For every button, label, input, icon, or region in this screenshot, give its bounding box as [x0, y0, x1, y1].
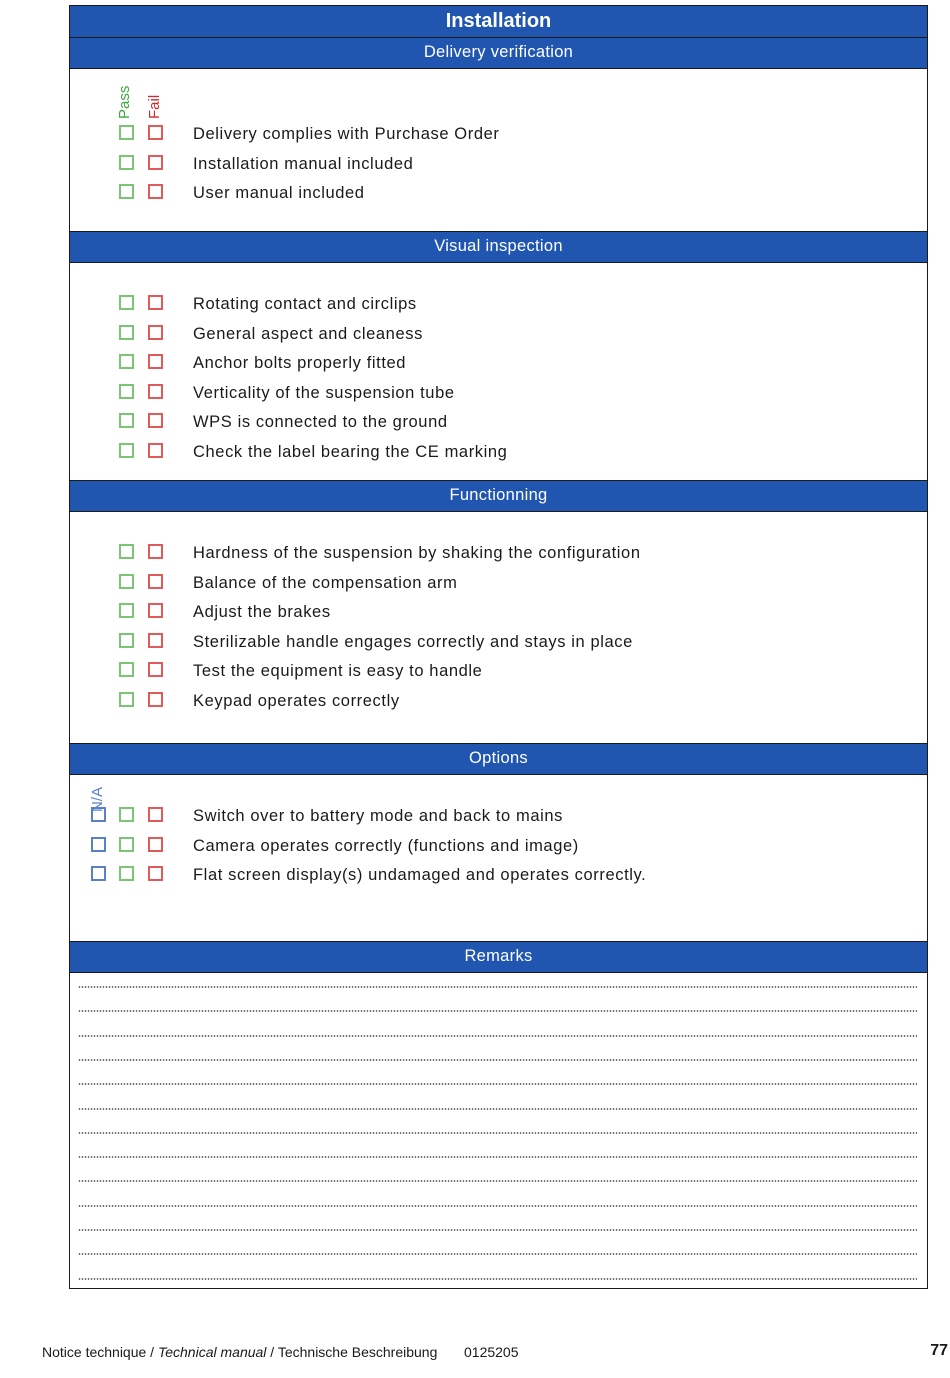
pass-checkbox[interactable] [119, 633, 134, 648]
checklist-item [70, 441, 920, 465]
fail-checkbox[interactable] [148, 155, 163, 170]
checklist-item [70, 352, 920, 376]
checklist-item-label: Balance of the compensation arm [193, 573, 458, 592]
remark-line[interactable] [78, 986, 917, 988]
section-header-delivery: Delivery verification [70, 37, 927, 69]
checklist-item [70, 411, 920, 435]
pass-checkbox[interactable] [119, 603, 134, 618]
fail-column-header: Fail [146, 94, 163, 119]
pass-checkbox[interactable] [119, 443, 134, 458]
pass-checkbox[interactable] [119, 807, 134, 822]
pass-checkbox[interactable] [119, 155, 134, 170]
installation-checklist [69, 5, 928, 1289]
checklist-item [70, 572, 920, 596]
remark-line[interactable] [78, 1278, 917, 1280]
checklist-item [70, 601, 920, 625]
section-header-options: Options [70, 743, 927, 775]
fail-checkbox[interactable] [148, 574, 163, 589]
checklist-item [70, 382, 920, 406]
fail-checkbox[interactable] [148, 662, 163, 677]
checklist-item-label: Test the equipment is easy to handle [193, 662, 483, 680]
remark-line[interactable] [78, 1108, 917, 1110]
remark-line[interactable] [78, 1205, 917, 1207]
pass-checkbox[interactable] [119, 662, 134, 677]
pass-checkbox[interactable] [119, 354, 134, 369]
pass-column-header: Pass [116, 85, 133, 119]
document-number: 0125205 [464, 1344, 519, 1360]
checklist-item-label: Switch over to battery mode and back to mains [193, 807, 564, 825]
checklist-item-label: Installation manual included [193, 154, 414, 173]
checklist-item-label: Check the label bearing the CE marking [193, 442, 508, 461]
section-header-functioning: Functionning [70, 480, 927, 512]
page-number: 77 [930, 1342, 948, 1359]
footer-fr: Notice technique / [42, 1344, 158, 1360]
checklist-item [70, 153, 920, 177]
checklist-item [70, 182, 920, 206]
footer-manual-title [42, 1344, 437, 1360]
checklist-item-label: Anchor bolts properly fitted [193, 354, 407, 372]
checklist-item [70, 123, 920, 147]
checklist-item [70, 293, 920, 317]
fail-checkbox[interactable] [148, 443, 163, 458]
checklist-item [70, 690, 920, 714]
checklist-item [70, 542, 920, 566]
remark-line[interactable] [78, 1035, 917, 1037]
remark-line[interactable] [78, 1229, 917, 1231]
remark-line[interactable] [78, 1156, 917, 1158]
checklist-item-label: General aspect and cleaness [193, 324, 423, 343]
pass-checkbox[interactable] [119, 384, 134, 399]
checklist-item-label: Delivery complies with Purchase Order [193, 125, 500, 143]
fail-checkbox[interactable] [148, 633, 163, 648]
pass-checkbox[interactable] [119, 184, 134, 199]
checklist-item-label: Sterilizable handle engages correctly and stays in place [193, 632, 633, 651]
fail-checkbox[interactable] [148, 692, 163, 707]
pass-checkbox[interactable] [119, 866, 134, 881]
fail-checkbox[interactable] [148, 544, 163, 559]
checklist-item-label: Rotating contact and circlips [193, 295, 417, 313]
fail-checkbox[interactable] [148, 413, 163, 428]
checklist-item [70, 835, 920, 859]
checklist-item-label: Hardness of the suspension by shaking the configuration [193, 544, 641, 562]
checklist-item [70, 631, 920, 655]
checklist-item-label: Camera operates correctly (functions and image) [193, 836, 579, 855]
remark-line[interactable] [78, 1180, 917, 1182]
pass-checkbox[interactable] [119, 837, 134, 852]
fail-checkbox[interactable] [148, 295, 163, 310]
fail-checkbox[interactable] [148, 603, 163, 618]
checklist-item-label: User manual included [193, 184, 365, 202]
pass-checkbox[interactable] [119, 574, 134, 589]
checklist-item [70, 323, 920, 347]
checklist-item-label: WPS is connected to the ground [193, 413, 448, 431]
page-title: Installation [70, 6, 927, 38]
remark-line[interactable] [78, 1253, 917, 1255]
remark-line[interactable] [78, 1132, 917, 1134]
checklist-item [70, 660, 920, 684]
pass-checkbox[interactable] [119, 325, 134, 340]
remark-line[interactable] [78, 1059, 917, 1061]
na-checkbox[interactable] [91, 866, 106, 881]
na-checkbox[interactable] [91, 837, 106, 852]
checklist-item [70, 805, 920, 829]
remark-line[interactable] [78, 1083, 917, 1085]
fail-checkbox[interactable] [148, 184, 163, 199]
remark-line[interactable] [78, 1010, 917, 1012]
section-header-visual: Visual inspection [70, 231, 927, 263]
checklist-item-label: Adjust the brakes [193, 603, 331, 621]
fail-checkbox[interactable] [148, 354, 163, 369]
fail-checkbox[interactable] [148, 325, 163, 340]
fail-checkbox[interactable] [148, 384, 163, 399]
fail-checkbox[interactable] [148, 807, 163, 822]
pass-checkbox[interactable] [119, 692, 134, 707]
checklist-item-label: Keypad operates correctly [193, 691, 400, 710]
pass-checkbox[interactable] [119, 413, 134, 428]
fail-checkbox[interactable] [148, 866, 163, 881]
checklist-item-label: Verticality of the suspension tube [193, 383, 455, 402]
section-header-remarks: Remarks [70, 941, 927, 973]
na-column-header: N/A [89, 786, 106, 812]
checklist-item-label: Flat screen display(s) undamaged and operates correctly. [193, 866, 647, 884]
fail-checkbox[interactable] [148, 837, 163, 852]
pass-checkbox[interactable] [119, 544, 134, 559]
pass-checkbox[interactable] [119, 295, 134, 310]
footer-de: / Technische Beschreibung [266, 1344, 438, 1360]
na-checkbox[interactable] [91, 807, 106, 822]
footer-en: Technical manual [157, 1344, 267, 1360]
checklist-item [70, 864, 920, 888]
fail-checkbox[interactable] [148, 125, 163, 140]
pass-checkbox[interactable] [119, 125, 134, 140]
